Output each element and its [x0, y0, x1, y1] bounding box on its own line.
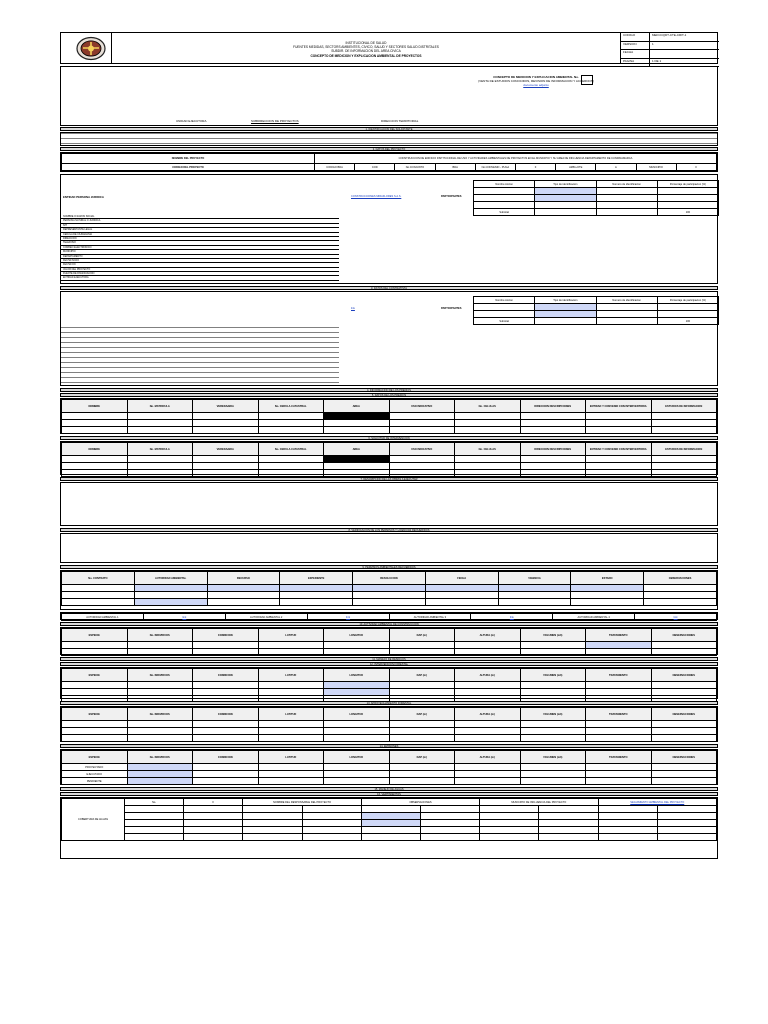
forestal-col: LATITUD — [258, 708, 324, 721]
forestal-col: VOLUMEN (m3) — [520, 669, 586, 682]
header-meta-table — [621, 33, 719, 63]
predios-col: ENTIDAD Y CONVENIO CON INTERVENTORIA — [586, 443, 652, 456]
project-col: MUNICIPIO — [636, 164, 676, 171]
predios-col: AREA — [324, 443, 390, 456]
contractor-participants-label: PARTICIPANTES — [441, 307, 462, 310]
applicant-row: REPRESENTANTE LEGAL — [61, 228, 339, 232]
forestal-col: LATITUD — [258, 669, 324, 682]
meta-key: CODIGO — [621, 33, 650, 41]
footer-link[interactable]: SEGUIMIENTO AMBIENTAL DEL PROYECTO — [598, 799, 717, 806]
predios-col: AREA — [324, 400, 390, 413]
footer-col-label: COBERTURA DE AGUAS — [62, 799, 125, 841]
footer-table — [60, 797, 718, 859]
concept-link[interactable]: documento adjunto — [523, 83, 549, 87]
entity-link[interactable]: CONSTRUCCIONES MIRAFLORES S.A.S. — [351, 195, 402, 198]
predios-col: NOMBRE — [62, 443, 128, 456]
intervention-table — [60, 667, 718, 699]
participants-label: PARTICIPANTES — [441, 195, 462, 198]
ambient-link[interactable]: link — [635, 614, 717, 621]
meta-value — [650, 50, 652, 58]
predios-col: ESTUDIOS DE INFORMACION — [651, 400, 717, 413]
forestal-col: VOLUMEN (m3) — [520, 629, 586, 642]
predios-col: DIRECCION DESCRIPCIONES — [520, 443, 586, 456]
participants-col: Numero de identificacion — [596, 181, 657, 188]
footer-col-label: No. — [125, 799, 184, 806]
contractor-block — [60, 291, 718, 386]
footer-col-label: MUNICIPIO DE INFLUENCIA DEL PROYECTO — [480, 799, 598, 806]
forestal-col: LONGITUD — [324, 751, 390, 764]
predios-col: DIRECCION DESCRIPCIONES — [520, 400, 586, 413]
predios-col: USO INDICATIVO — [389, 443, 455, 456]
applicant-row: DIRECCION — [61, 237, 339, 241]
applicant-row: NIT — [61, 224, 339, 228]
meta-key: VERSION — [621, 42, 650, 50]
applicant-row: PERSONA NATURAL O JURIDICA — [61, 219, 339, 223]
project-col: No.CONVENIO - PUGA — [475, 164, 515, 171]
forestal-col: OBSERVACIONES — [651, 669, 717, 682]
forestal-col: OBSERVACIONES — [651, 629, 717, 642]
predios-col: USO INDICATIVO — [389, 400, 455, 413]
contractor-link[interactable]: link — [351, 307, 355, 310]
forestal-col: No. INDIVIDUOS — [127, 708, 193, 721]
project-col: CODIGO BDA — [315, 164, 355, 171]
participants-col: Tipo de identificacion — [535, 297, 596, 304]
participants-table — [473, 180, 719, 216]
forestal-row-label: PROYECTADO — [62, 764, 128, 771]
section-9-bar: 9. PERMISOS AMBIENTALES REQUERIDOS — [60, 565, 718, 569]
executor-value: SUBDIRECCION DE PROYECTOS — [251, 119, 299, 123]
header-org-line4: CONCEPTO DE MEDICION Y EXPLICACION AMBIENTAL DE PROYECTOS — [310, 53, 422, 58]
permits-table — [60, 570, 718, 610]
participants-col: Porcentaje de participacion (%) — [657, 181, 718, 188]
construction-table — [60, 627, 718, 655]
contractor-table — [473, 296, 719, 325]
predios-col: No. MATRICULA — [127, 443, 193, 456]
meta-key: FECHA — [621, 50, 650, 58]
forestal-col: ESPECIE — [62, 751, 128, 764]
permits-col: VIGENCIA — [498, 572, 571, 585]
section-1-bar: 1. IDENTIFICACION DEL SOLICITANTE — [60, 127, 718, 131]
ambient-authority: AUTORIDAD AMBIENTAL 1 — [62, 614, 144, 621]
concept-subtitle: (VENTA DE ESTUDIOS CONOCIDOS, REVISION DE INFORMACION Y ACUERDOS) — [478, 79, 594, 83]
forestal-col: TRATAMIENTO — [586, 629, 652, 642]
forestal-col: TRATAMIENTO — [586, 669, 652, 682]
project-code-label: CODIGO DEL PROYECTO — [62, 164, 315, 171]
ambient-link[interactable]: link — [143, 614, 225, 621]
forestal-col: DAP (m) — [389, 708, 455, 721]
meta-value: MEFCCQDT-CTE-CRIT-1 — [652, 33, 687, 37]
concept-number-box[interactable] — [581, 75, 593, 85]
project-block — [60, 152, 718, 172]
predios-table-2 — [60, 441, 718, 475]
section-10-bar: 10. ACTIVIDAD AMBIENTAL DE CONSTRUCCION — [60, 622, 718, 626]
permits-col: RESOLUCION — [353, 572, 426, 585]
document-page — [60, 32, 718, 870]
predios-col: No. CELULAS — [455, 443, 521, 456]
forestal-col: ALTURA (m) — [455, 629, 521, 642]
project-col: No.CONJUNTO — [395, 164, 435, 171]
footer-col-label: NOMBRE DEL RESPONSABLE DEL PROYECTO — [243, 799, 361, 806]
header-org-line2: FUENTES MEDIDAS, SECTORS AMBIENTES, CIVICO, SALUD Y SECTORES SALUD DISTRITALES — [293, 45, 439, 50]
applicant-row: TELEFONO — [61, 241, 339, 245]
ambient-link[interactable]: link — [471, 614, 553, 621]
permits-col: OBSERVACIONES — [644, 572, 717, 585]
works-description-box[interactable] — [60, 482, 718, 526]
permits-col: AUTORIDAD AMBIENTAL — [134, 572, 207, 585]
forestal-col: No. INDIVIDUOS — [127, 751, 193, 764]
permits-col: No. CONTRATO — [62, 572, 135, 585]
project-col: A — [596, 164, 636, 171]
section-15-bar: 15. MANEJO DE AGUAS — [60, 787, 718, 791]
participants-total-label: Subtotal — [474, 209, 535, 216]
forestal-col: TRATAMIENTO — [586, 751, 652, 764]
document-header — [60, 32, 718, 64]
forestal-col: ESPECIE — [62, 708, 128, 721]
forestal-row-label: PENDIENTE — [62, 778, 128, 785]
section-1-grid — [60, 132, 718, 146]
forestal-row-label: EJECUTADO — [62, 771, 128, 778]
predios-col: NOMBRE — [62, 400, 128, 413]
section-5-bar: 5. DATOS DE LOS PREDIOS — [60, 393, 718, 397]
section-16-bar: 16. VERTIMIENTOS — [60, 792, 718, 796]
meta-value: 1 — [652, 41, 654, 46]
applicant-row: VALOR DEL PROYECTO — [61, 268, 339, 272]
contractor-rows-grid — [61, 327, 339, 385]
forestal-col: LATITUD — [258, 751, 324, 764]
applicant-row: DEPARTAMENTO — [61, 255, 339, 259]
emissions-table — [60, 749, 718, 785]
territorial-label: DIRECCION TERRITORIAL — [381, 119, 419, 123]
project-col: F — [515, 164, 555, 171]
forestal-col: OBSERVACIONES — [651, 751, 717, 764]
project-col: F — [676, 164, 716, 171]
forestal-col: No. INDIVIDUOS — [127, 669, 193, 682]
forestal-col: No. INDIVIDUOS — [127, 629, 193, 642]
forestal-col: ESPECIE — [62, 669, 128, 682]
forestal-col: DAP (m) — [389, 669, 455, 682]
forestal-col: LATITUD — [258, 629, 324, 642]
predios-col: ENTIDAD Y CONVENIO CON INTERVENTORIA — [586, 400, 652, 413]
predios-col: No. CEDULA CATASTRAL — [258, 443, 324, 456]
permits-col: EXPEDIENTE — [280, 572, 353, 585]
applicant-row: NOMBRE O RAZON SOCIAL — [61, 215, 339, 219]
section-2-bar: 2. DATOS DEL PROYECTO — [60, 147, 718, 151]
participants-total-value: 100 — [657, 318, 718, 325]
permits-col: FECHA — [425, 572, 498, 585]
forestal-col: LONGITUD — [324, 669, 390, 682]
section-13-bar: 13. APROVECHAMIENTO FORESTAL — [60, 701, 718, 705]
forestal-col: LONGITUD — [324, 708, 390, 721]
concept-title: CONCEPTO DE MEDICION Y EXPLICACION AMBIENTAL No. — [493, 75, 579, 79]
predios-col: No. CELULAS — [455, 400, 521, 413]
forestal-col: ALTURA (m) — [455, 751, 521, 764]
project-col: AMB-LOTE — [556, 164, 596, 171]
applicant-row: FECHA INICIO — [61, 259, 339, 263]
section-6-bar: 6. SOLICITUD DE INTERVENCION — [60, 436, 718, 440]
ambient-authority: AUTORIDAD AMBIENTAL 3 — [389, 614, 471, 621]
predios-col: No. CEDULA CATASTRAL — [258, 400, 324, 413]
forestal-col: CONDICION — [193, 751, 259, 764]
predios-col: No. MATRICULA — [127, 400, 193, 413]
applicant-rows — [61, 215, 339, 281]
footer-col-label: F — [184, 799, 243, 806]
forestal-col: OBSERVACIONES — [651, 708, 717, 721]
forestal-col: CONDICION — [193, 629, 259, 642]
section-4-bar: 4. INFORMACION DE LOS PREDIOS — [60, 388, 718, 392]
entity-label: ENTIDAD PERSONA JURIDICA — [63, 195, 104, 199]
applicant-row: CEDULA DE CIUDADANIA — [61, 233, 339, 237]
header-org-line1: INSTITUCIONAL DE SALUD — [345, 41, 387, 45]
participants-col: Numero de identificacion — [596, 297, 657, 304]
forestal-col: LONGITUD — [324, 629, 390, 642]
forestal-col: CONDICION — [193, 708, 259, 721]
header-org-line3: SUBDIR. DE INFORMACION DEL AREA CIVICA — [331, 49, 401, 54]
forestal-col: ESPECIE — [62, 629, 128, 642]
applicant-row: FECHA FIN — [61, 263, 339, 267]
section-14-bar: 14. EMISIONES — [60, 744, 718, 748]
applicant-block — [60, 174, 718, 284]
forestal-col: TRATAMIENTO — [586, 708, 652, 721]
participants-col: Nombre Accion — [474, 297, 535, 304]
applicant-row: MUNICIPIO — [61, 250, 339, 254]
seal-logo-icon — [71, 35, 111, 62]
forestal-col: VOLUMEN (m3) — [520, 751, 586, 764]
project-name-desc: CONSTRUCCION DE EDIFICIO INSTITUCIONAL DE USO Y ACTIVIDADES AMBIENTALES DE PROYECTOS EN EL MUNICIPIO Y SU AREA DE INFLUENCIA DEPARTAMENTO DE CUNDINAMARCA — [315, 154, 717, 164]
header-title-block — [111, 33, 621, 63]
permits-col: RECURSO — [207, 572, 280, 585]
section-12-bar: 12. INTERVENCION FORESTAL — [60, 662, 718, 666]
aprovechamiento-table — [60, 706, 718, 742]
participants-col: Nombre Accion — [474, 181, 535, 188]
predios-table-1 — [60, 398, 718, 434]
project-col: COD — [355, 164, 395, 171]
ambient-link[interactable]: link — [307, 614, 389, 621]
section-3-bar: 3. DATOS DEL CONTRATISTA — [60, 286, 718, 290]
ambient-authorities-row — [60, 612, 718, 620]
concept-block — [60, 66, 718, 126]
licenses-box[interactable] — [60, 533, 718, 563]
project-name-label: NOMBRE DEL PROYECTO — [62, 154, 315, 164]
executor-label: UNIDAD EJECUTORA — [176, 119, 207, 123]
forestal-col: DAP (m) — [389, 751, 455, 764]
applicant-row: CORREO ELECTRONICO — [61, 246, 339, 250]
participants-total-label: Subtotal — [474, 318, 535, 325]
forestal-col: CONDICION — [193, 669, 259, 682]
forestal-col: ALTURA (m) — [455, 708, 521, 721]
participants-col: Tipo de identificacion — [535, 181, 596, 188]
ambient-authority: AUTORIDAD AMBIENTAL 2 — [225, 614, 307, 621]
section-7-bar: 7. DESCRIPCION DE LAS OBRAS A EJECUTAR — [60, 477, 718, 481]
ambient-authority: AUTORIDAD AMBIENTAL 4 — [553, 614, 635, 621]
meta-value: 1 DE 1 — [652, 58, 662, 63]
project-col: BDA — [435, 164, 475, 171]
permits-col: ESTADO — [571, 572, 644, 585]
participants-total-value: 100 — [657, 209, 718, 216]
applicant-row: FUENTE DE FINANCIACION — [61, 272, 339, 276]
predios-col: VEREDA/BDA — [193, 400, 259, 413]
participants-col: Porcentaje de participacion (%) — [657, 297, 718, 304]
forestal-col: DAP (m) — [389, 629, 455, 642]
forestal-col: VOLUMEN (m3) — [520, 708, 586, 721]
applicant-row: ENTIDAD EJECUTORA — [61, 276, 339, 280]
forestal-col: ALTURA (m) — [455, 669, 521, 682]
section-8-bar: 8. VERIFICACION DE LOS PERMISOS Y LICENCIAS REQUERIDOS — [60, 528, 718, 532]
footer-col-label: OBSERVACIONES — [361, 799, 479, 806]
meta-key: PAGINA — [621, 59, 650, 67]
section-11-bar: 11. MANEJO DE RESIDUOS — [60, 657, 718, 661]
predios-col: ESTUDIOS DE INFORMACION — [651, 443, 717, 456]
predios-col: VEREDA/BDA — [193, 443, 259, 456]
